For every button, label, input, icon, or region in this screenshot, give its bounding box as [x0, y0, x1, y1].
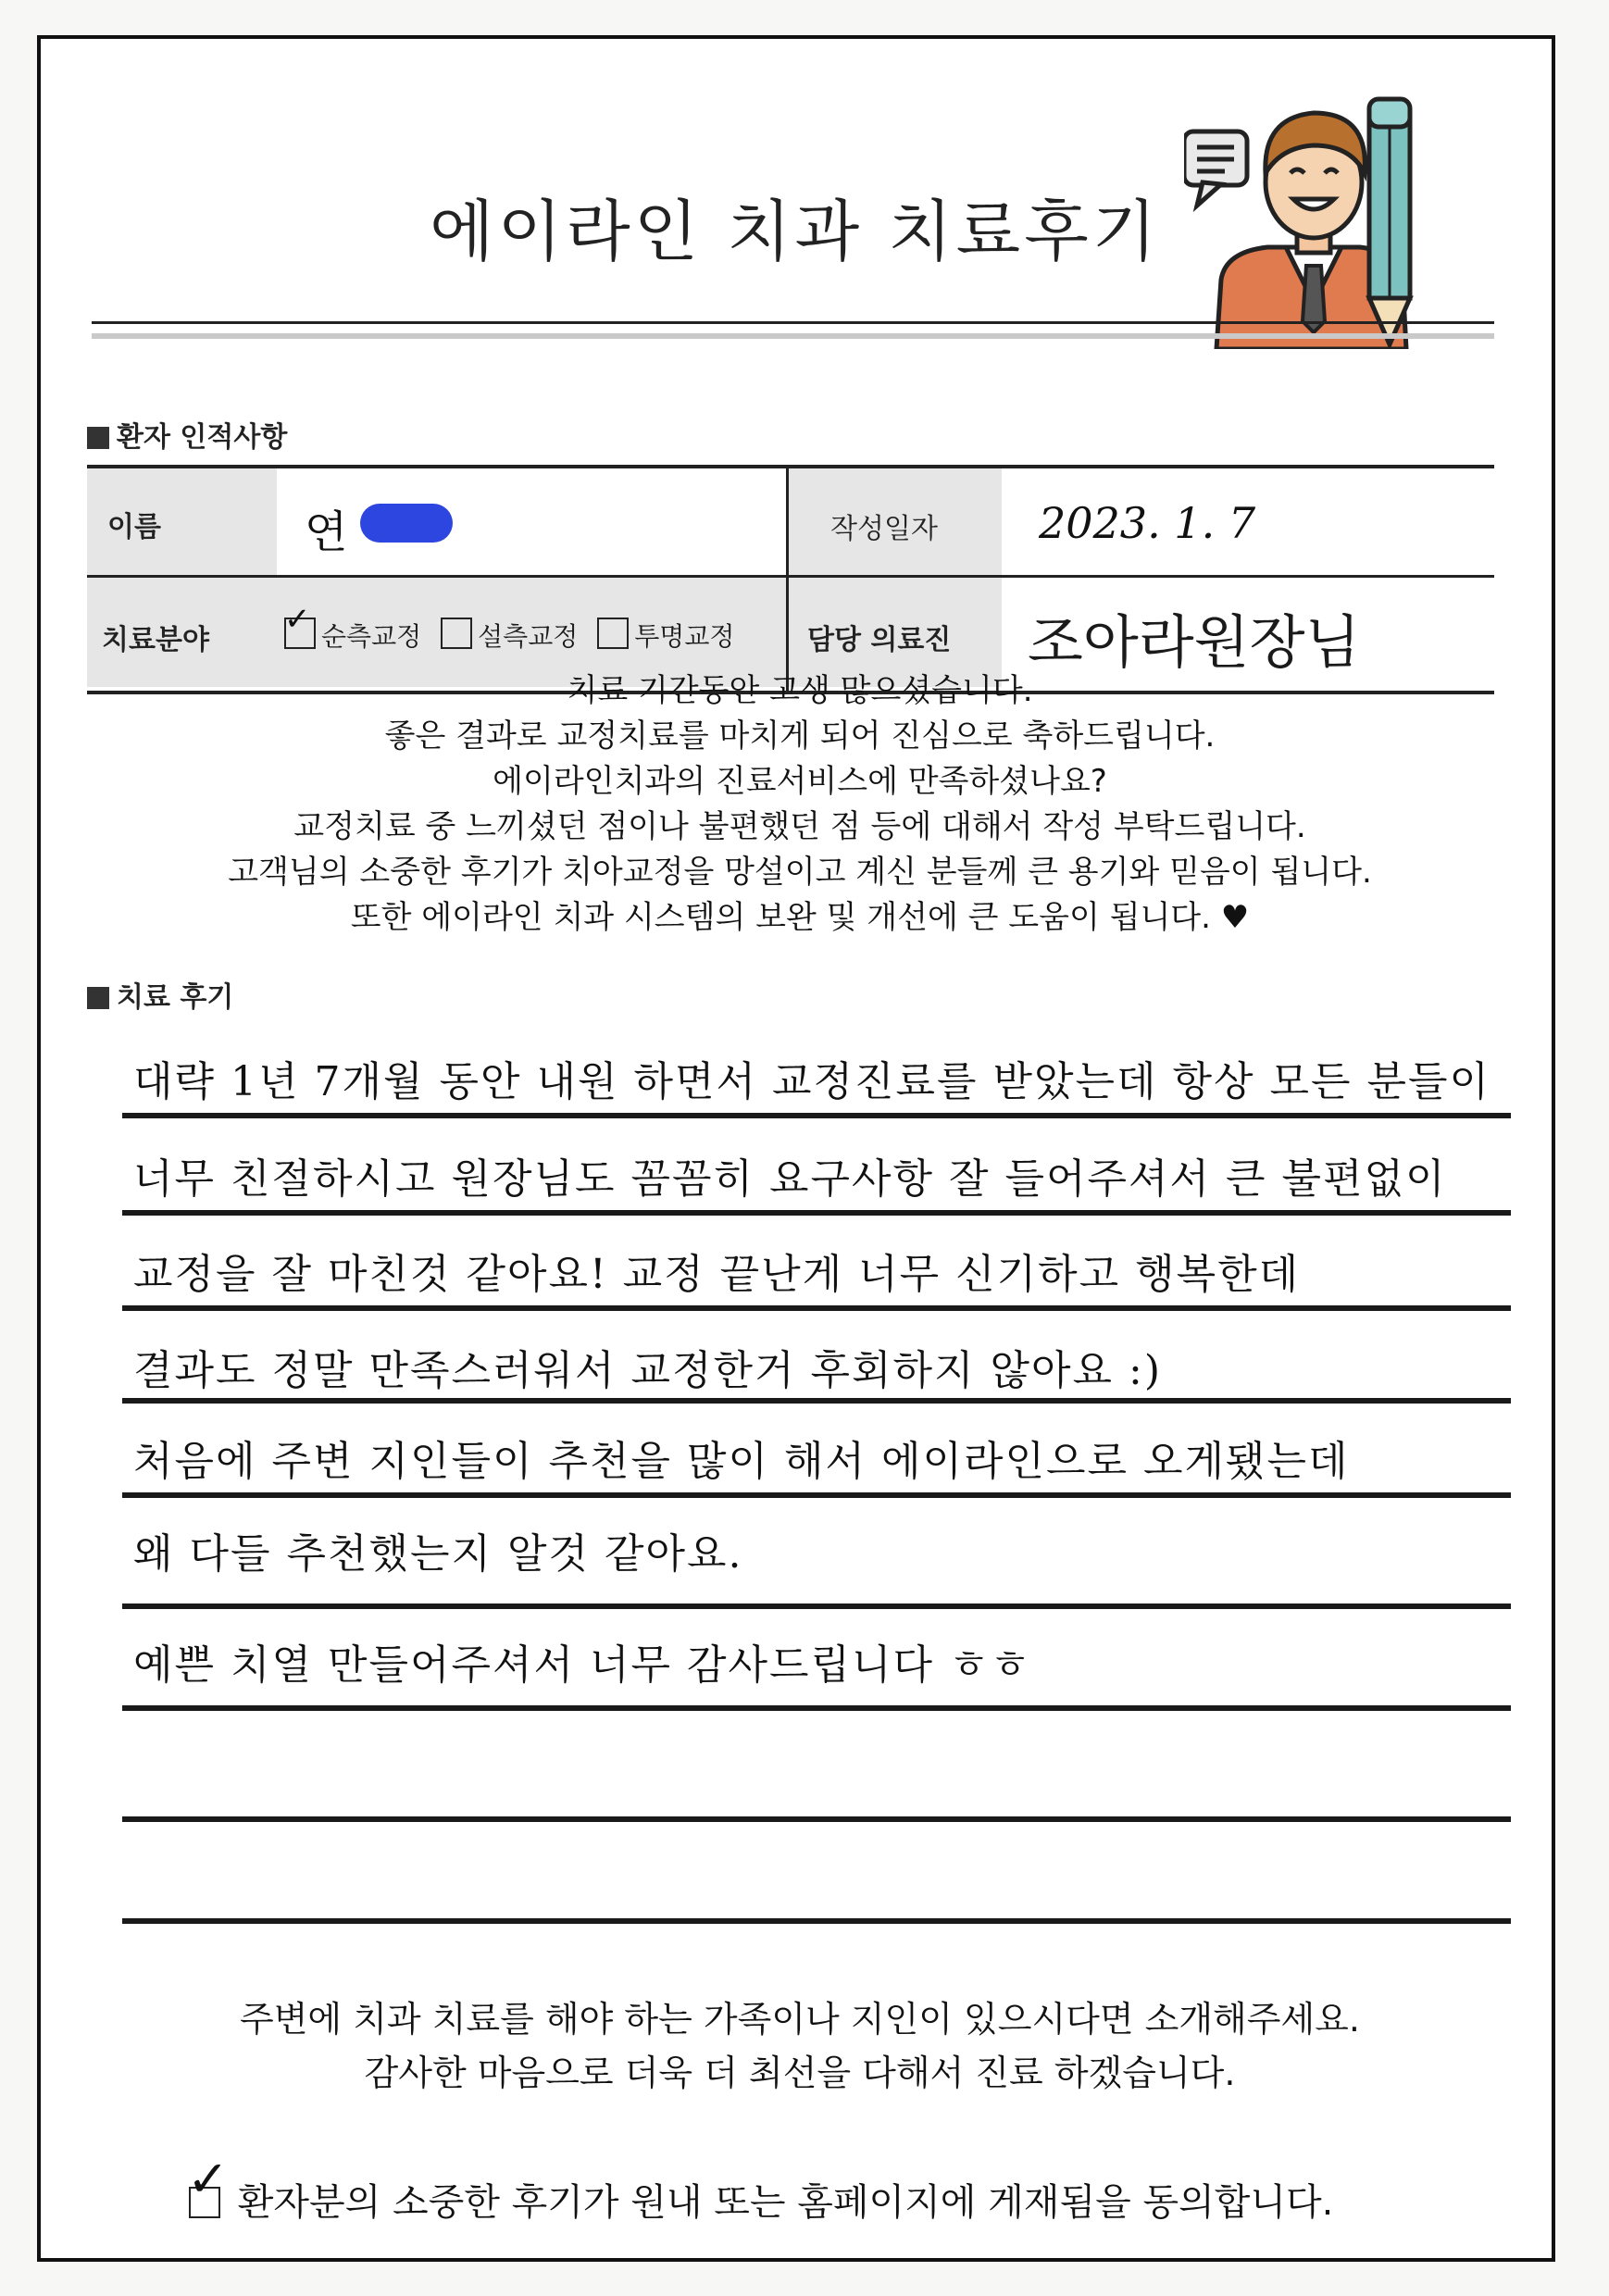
doctor-value: 조아라원장님: [1028, 608, 1361, 676]
consent-text: 환자분의 소중한 후기가 원내 또는 홈페이지에 게재됨을 동의합니다.: [237, 2181, 1334, 2224]
review-line-text: 너무 친절하시고 원장님도 꼼꼼히 요구사항 잘 들어주셔서 큰 불편없이: [133, 1155, 1447, 1203]
consent-checkbox[interactable]: [187, 2150, 230, 2218]
option-labial-label: 순측교정: [321, 621, 422, 652]
intro-line: 에이라인치과의 진료서비스에 만족하셨나요?: [493, 763, 1107, 800]
review-line-text: 대략 1년 7개월 동안 내원 하면서 교정진료를 받았는데 항상 모든 분들이: [133, 1058, 1491, 1105]
option-lingual-label: 설측교정: [478, 621, 579, 652]
closing-message: [41, 1992, 1559, 2100]
review-rule: [122, 1603, 1511, 1609]
doctor-label: 담당 의료진: [807, 624, 952, 656]
review-rule: [122, 1816, 1511, 1822]
review-line-text: 처음에 주변 지인들이 추천을 많이 해서 에이라인으로 오게됐는데: [133, 1438, 1350, 1485]
check-mark-icon: ✓: [284, 601, 311, 638]
name-value: 연: [305, 506, 348, 558]
date-value: 2023. 1. 7: [1039, 498, 1256, 548]
review-writing-area[interactable]: [41, 39, 1559, 2265]
review-line-text: 예쁜 치열 만들어주셔서 너무 감사드립니다 ㅎㅎ: [133, 1641, 1032, 1689]
review-rule: [122, 1918, 1511, 1924]
date-label: 작성일자: [830, 513, 938, 545]
review-rule: [122, 1210, 1511, 1216]
intro-line: 또한 에이라인 치과 시스템의 보완 및 개선에 큰 도움이 됩니다. ♥: [350, 899, 1250, 936]
intro-line: 치료 기간동안 고생 많으셨습니다.: [567, 672, 1033, 709]
intro-line: 고객님의 소중한 후기가 치아교정을 망설이고 계신 분들께 큰 용기와 믿음이 됩니다.: [228, 854, 1372, 891]
check-mark-icon: ✓: [187, 2150, 230, 2208]
review-rule: [122, 1705, 1511, 1711]
closing-line: 주변에 치과 치료를 해야 하는 가족이나 지인이 있으시다면 소개해주세요.: [240, 1999, 1360, 2040]
name-label: 이름: [107, 511, 161, 543]
consent-row[interactable]: [187, 2150, 1334, 2226]
review-line-text: 교정을 잘 마친것 같아요! 교정 끝난게 너무 신기하고 행복한데: [133, 1251, 1301, 1298]
review-section-label: 치료 후기: [87, 974, 233, 1015]
review-rule: [122, 1305, 1511, 1311]
review-line-text: 왜 다들 추천했는지 알것 같아요.: [133, 1530, 743, 1578]
closing-line: 감사한 마음으로 더욱 더 최선을 다해서 진료 하겠습니다.: [364, 2053, 1236, 2093]
form-title: 에이라인 치과 치료후기: [430, 193, 1161, 270]
patient-section-label: 환자 인적사항: [87, 414, 287, 455]
review-rule: [122, 1492, 1511, 1498]
review-line-text: 결과도 정말 만족스러워서 교정한거 후회하지 않아요 :): [133, 1347, 1162, 1394]
field-label: 치료분야: [102, 624, 209, 656]
intro-line: 좋은 결과로 교정치료를 마치게 되어 진심으로 축하드립니다.: [384, 718, 1216, 755]
review-rule: [122, 1398, 1511, 1404]
review-rule: [122, 1113, 1511, 1118]
option-clear-label: 투명교정: [634, 621, 735, 652]
intro-line: 교정치료 중 느끼셨던 점이나 불편했던 점 등에 대해서 작성 부탁드립니다.: [293, 808, 1306, 845]
review-form-sheet: [37, 35, 1555, 2262]
